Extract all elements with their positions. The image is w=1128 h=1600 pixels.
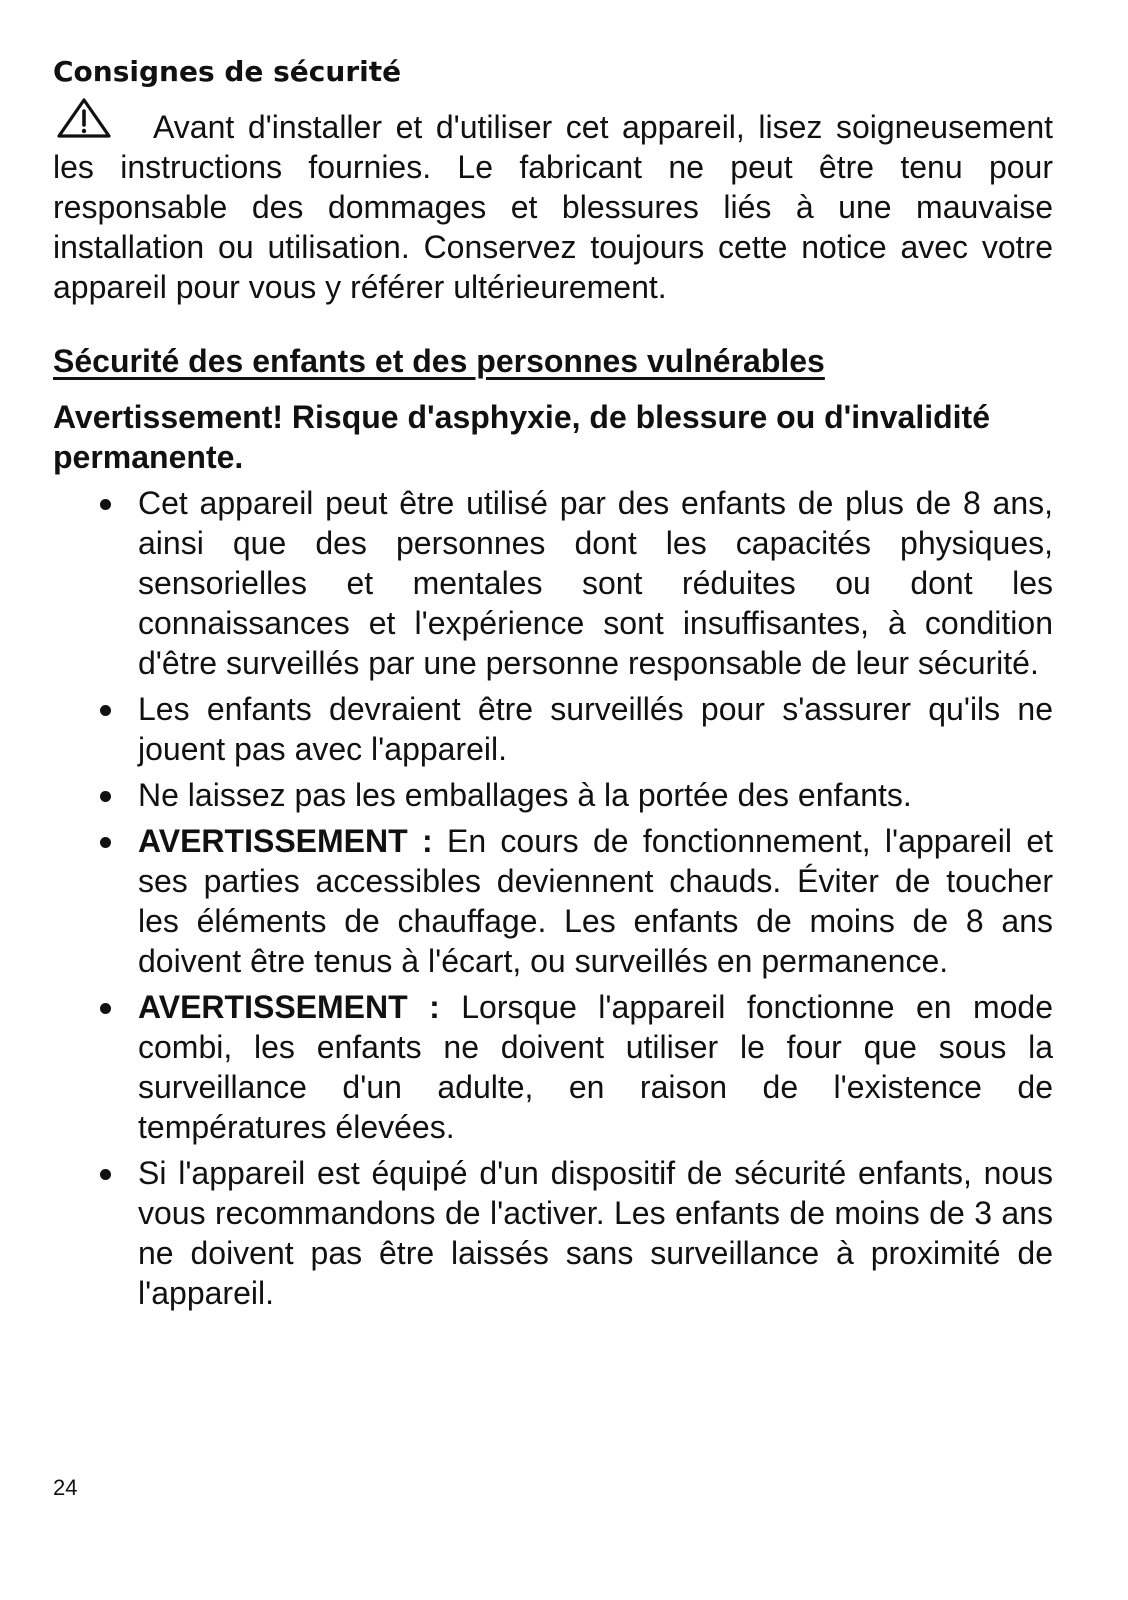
intro-text: Avant d'installer et d'utiliser cet appareil, lisez soigneusement les instructions fournies. Le fabricant ne peut être tenu pour responsable des dommages et blessures liés à une mauvaise installation ou utilisation. Conservez toujours cette notice avec votre appareil pour vous y référer ultérieurement. — [53, 109, 1053, 305]
page-title: Consignes de sécurité — [53, 55, 402, 88]
list-item — [53, 1153, 1053, 1313]
list-item-text: En cours de fonctionnement, l'appareil et ses parties accessibles deviennent chauds. Éviter de toucher les éléments de chauffage. Les enfants de moins de 8 ans doivent être tenus à l'écart, ou surveillés en permanence. — [138, 823, 1054, 979]
list-item-prefix: AVERTISSEMENT : — [138, 823, 433, 859]
list-item — [53, 775, 1053, 815]
document-page — [53, 52, 1053, 1313]
safety-bullet-list — [53, 483, 1053, 1313]
bullet-icon — [100, 499, 111, 510]
bullet-icon — [100, 705, 111, 716]
bullet-icon — [100, 791, 111, 802]
section-heading: Sécurité des enfants et des personnes vulnérables — [53, 343, 825, 379]
list-item-text: Les enfants devraient être surveillés pour s'assurer qu'ils ne jouent pas avec l'appareil. — [138, 691, 1053, 767]
list-item — [53, 987, 1053, 1147]
list-item-text: Cet appareil peut être utilisé par des enfants de plus de 8 ans, ainsi que des personnes dont les capacités physiques, sensorielles et mentales sont réduites ou dont les connaissances et l'expérience sont insuffisantes, à condition d'être surveillés par une personne responsable de leur sécurité. — [138, 485, 1053, 681]
intro-paragraph — [53, 96, 1053, 307]
list-item — [53, 483, 1053, 683]
list-item — [53, 689, 1053, 769]
list-item-text: Lorsque l'appareil fonctionne en mode combi, les enfants ne doivent utiliser le four que sous la surveillance d'un adulte, en raison de l'existence de températures élevées. — [138, 989, 1054, 1145]
bullet-icon — [100, 837, 111, 848]
list-item-prefix: AVERTISSEMENT : — [138, 989, 440, 1025]
page-number: 24 — [53, 1475, 78, 1500]
list-item-text: Ne laissez pas les emballages à la portée des enfants. — [138, 777, 912, 813]
list-item-text: Si l'appareil est équipé d'un dispositif de sécurité enfants, nous vous recommandons de l'activer. Les enfants de moins de 3 ans ne doivent pas être laissés sans surveillance à proximité de l'appareil. — [138, 1155, 1053, 1311]
bullet-icon — [100, 1169, 111, 1180]
warning-heading: Avertissement! Risque d'asphyxie, de blessure ou d'invalidité permanente. — [53, 399, 990, 475]
bullet-icon — [100, 1003, 111, 1014]
list-item — [53, 821, 1053, 981]
warning-triangle-icon — [53, 96, 115, 140]
